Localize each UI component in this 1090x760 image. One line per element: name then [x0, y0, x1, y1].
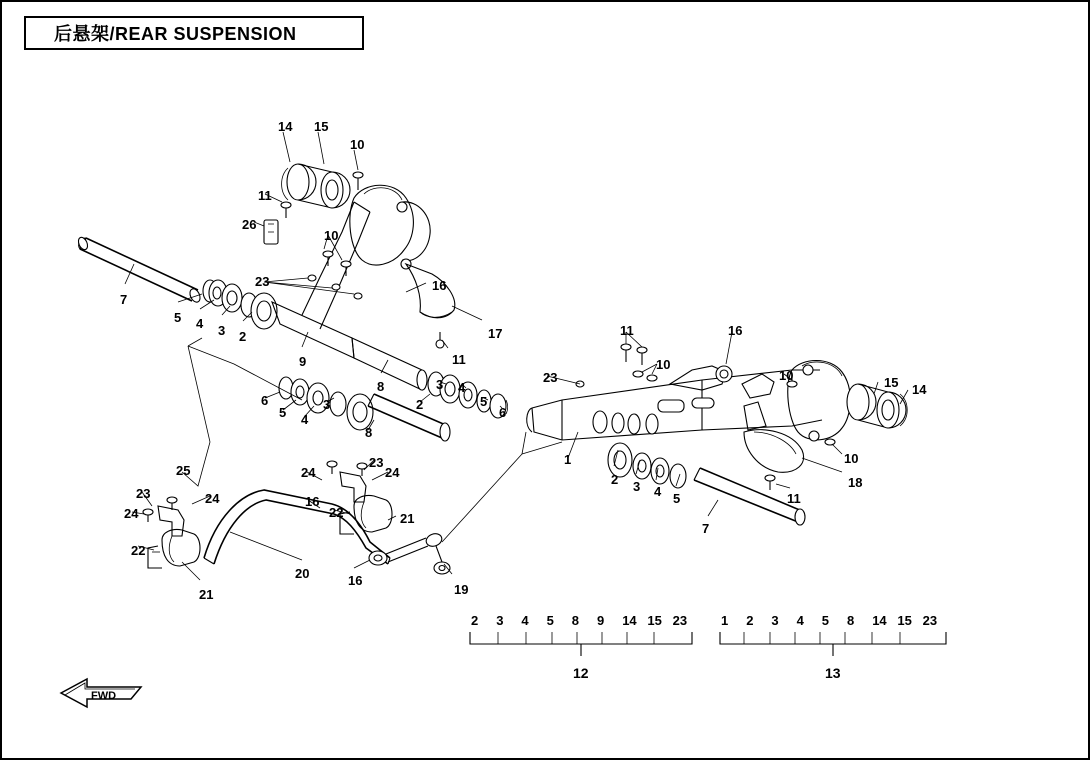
callout-22: 22: [131, 543, 146, 558]
part-19-stabilizer-link: [369, 532, 450, 574]
callout-14: 14: [912, 382, 927, 397]
callout-21: 21: [199, 587, 214, 602]
callout-10: 10: [844, 451, 859, 466]
callout-4: 4: [458, 380, 466, 395]
kit-number: 4: [796, 613, 804, 628]
callout-3: 3: [323, 397, 331, 412]
callout-3: 3: [218, 323, 226, 338]
callout-26: 26: [242, 217, 257, 232]
callout-24: 24: [301, 465, 316, 480]
callout-2: 2: [416, 397, 424, 412]
callout-16: 16: [348, 573, 363, 588]
callout-11: 11: [258, 188, 272, 203]
kit-number: 1: [721, 613, 729, 628]
callout-2: 2: [611, 472, 619, 487]
part-14-15-bushing-right: [847, 384, 907, 428]
kit-number: 5: [821, 613, 830, 628]
callout-16: 16: [432, 278, 447, 293]
kit-number: 8: [847, 613, 855, 628]
callout-16: 16: [728, 323, 743, 338]
callout-10: 10: [779, 368, 794, 383]
callout-25: 25: [176, 463, 191, 478]
callout-11: 11: [787, 491, 801, 506]
callout-6: 6: [499, 405, 507, 420]
part-1-swingarm-right: [527, 361, 851, 491]
part-24-bracket-right: [327, 461, 367, 502]
callout-6: 6: [261, 393, 269, 408]
kit-number: 15: [647, 613, 662, 628]
callout-10: 10: [350, 137, 365, 152]
callout-2: 2: [239, 329, 247, 344]
callout-21: 21: [400, 511, 415, 526]
callout-5: 5: [673, 491, 681, 506]
callout-7: 7: [120, 292, 128, 307]
callout-24: 24: [205, 491, 220, 506]
fwd-direction-marker: [57, 677, 147, 717]
callout-18: 18: [848, 475, 863, 490]
callout-23: 23: [255, 274, 270, 289]
callout-11: 11: [452, 352, 466, 367]
callout-14: 14: [278, 119, 293, 134]
kit-group-label: 12: [573, 665, 589, 681]
kit-bracket-12: [470, 632, 692, 656]
callout-23: 23: [543, 370, 558, 385]
page-title: 后悬架/REAR SUSPENSION: [54, 24, 297, 44]
kit-number: 23: [672, 613, 688, 628]
callout-10: 10: [324, 228, 339, 243]
callout-5: 5: [174, 310, 182, 325]
part-7-shaft-left: [77, 236, 202, 304]
kit-number: 14: [872, 613, 887, 628]
callout-10: 10: [656, 357, 671, 372]
kit-number: 3: [496, 613, 504, 628]
kit-number: 23: [922, 613, 938, 628]
callout-11: 11: [620, 323, 634, 338]
callout-16: 16: [305, 494, 320, 509]
callout-4: 4: [654, 484, 662, 499]
kit-number: 5: [546, 613, 554, 628]
callout-5: 5: [279, 405, 287, 420]
kit-number: 4: [521, 613, 529, 628]
kit-number: 14: [622, 613, 637, 628]
callout-17: 17: [488, 326, 503, 341]
callout-19: 19: [454, 582, 469, 597]
kit-number: 3: [771, 613, 779, 628]
part-21-22-bushing-clamp-left: [148, 529, 200, 568]
kit-number: 2: [471, 613, 479, 628]
callout-15: 15: [884, 375, 899, 390]
kit-number: 15: [897, 613, 912, 628]
callout-23: 23: [369, 455, 384, 470]
fwd-label: FWD: [91, 690, 117, 702]
callout-7: 7: [702, 521, 710, 536]
callout-4: 4: [301, 412, 309, 427]
callout-23: 23: [136, 486, 151, 501]
kit-number: 8: [571, 613, 580, 628]
callout-8: 8: [365, 425, 373, 440]
callout-4: 4: [196, 316, 204, 331]
kit-group-label: 13: [825, 665, 841, 681]
callout-3: 3: [436, 377, 444, 392]
callout-24: 24: [385, 465, 400, 480]
kit-number: 2: [746, 613, 754, 628]
callout-15: 15: [314, 119, 329, 134]
part-22-bracket-left: [143, 497, 184, 536]
callout-3: 3: [633, 479, 641, 494]
part-20-stabilizer-bar: [204, 490, 390, 564]
part-14-15-bushing-upper-left: [282, 164, 350, 208]
kit-bracket-13: [720, 632, 946, 656]
part-21-22-bushing-clamp-right: [340, 495, 392, 534]
callout-20: 20: [295, 566, 310, 581]
callout-22: 22: [329, 505, 344, 520]
callout-1: 1: [564, 452, 572, 467]
callout-8: 8: [377, 379, 385, 394]
callout-24: 24: [124, 506, 139, 521]
callout-9: 9: [299, 354, 307, 369]
kit-number: 9: [597, 613, 605, 628]
callout-5: 5: [480, 394, 488, 409]
